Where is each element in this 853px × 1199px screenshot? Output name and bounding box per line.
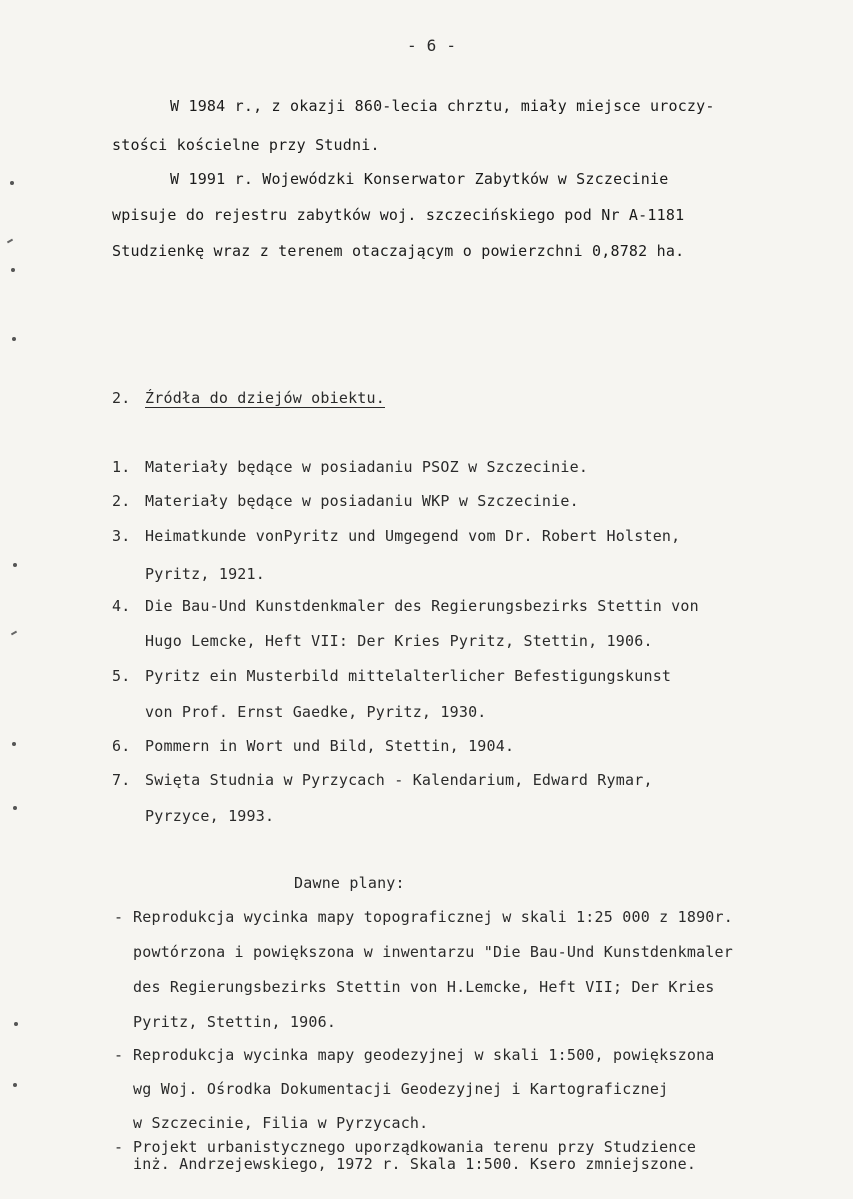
list-item-text: Hugo Lemcke, Heft VII: Der Kries Pyritz, Stettin, 1906. bbox=[145, 632, 653, 650]
list-item-text: powtórzona i powiększona w inwentarzu "Die Bau-Und Kunstdenkmaler bbox=[133, 943, 733, 961]
list-item-dash: - bbox=[114, 1138, 124, 1156]
margin-speck bbox=[14, 1022, 18, 1026]
list-item-text: Pyrzyce, 1993. bbox=[145, 807, 275, 825]
margin-speck bbox=[7, 239, 13, 244]
history-paragraph-2-line-1: W 1991 r. Wojewódzki Konserwator Zabytków w Szczecinie bbox=[170, 170, 669, 188]
margin-speck bbox=[11, 631, 17, 636]
margin-speck bbox=[13, 563, 17, 567]
margin-speck bbox=[13, 806, 17, 810]
margin-speck bbox=[12, 337, 16, 341]
history-paragraph-1-line-2: stości kościelne przy Studni. bbox=[112, 136, 380, 154]
list-item-number: 3. bbox=[112, 527, 131, 545]
old-plans-heading: Dawne plany: bbox=[294, 874, 405, 892]
list-item-number: 2. bbox=[112, 492, 131, 510]
list-item-text: Pyritz, 1921. bbox=[145, 565, 265, 583]
list-item-dash: - bbox=[114, 908, 124, 926]
margin-speck bbox=[12, 742, 16, 746]
margin-speck bbox=[13, 1083, 17, 1087]
list-item-text: Materiały będące w posiadaniu PSOZ w Szczecinie. bbox=[145, 458, 589, 476]
list-item-number: 1. bbox=[112, 458, 131, 476]
section-title: Źródła do dziejów obiektu. bbox=[145, 389, 385, 407]
page-number: - 6 - bbox=[407, 36, 457, 55]
margin-speck bbox=[10, 181, 14, 185]
list-item-text: des Regierungsbezirks Stettin von H.Lemcke, Heft VII; Der Kries bbox=[133, 978, 715, 996]
margin-speck bbox=[11, 268, 15, 272]
history-paragraph-1-line-1: W 1984 r., z okazji 860-lecia chrztu, miały miejsce uroczy- bbox=[170, 97, 715, 115]
list-item-text: Projekt urbanistycznego uporządkowania terenu przy Studzience bbox=[133, 1138, 697, 1156]
list-item-text: Pommern in Wort und Bild, Stettin, 1904. bbox=[145, 737, 515, 755]
list-item-text: Die Bau-Und Kunstdenkmaler des Regierungsbezirks Stettin von bbox=[145, 597, 699, 615]
list-item-text: von Prof. Ernst Gaedke, Pyritz, 1930. bbox=[145, 703, 487, 721]
list-item-text: Materiały będące w posiadaniu WKP w Szczecinie. bbox=[145, 492, 579, 510]
history-paragraph-2-line-3: Studzienkę wraz z terenem otaczającym o powierzchni 0,8782 ha. bbox=[112, 242, 685, 260]
list-item-dash: - bbox=[114, 1046, 124, 1064]
list-item-text: Reprodukcja wycinka mapy geodezyjnej w skali 1:500, powiększona bbox=[133, 1046, 715, 1064]
list-item-text: Pyritz ein Musterbild mittelalterlicher Befestigungskunst bbox=[145, 667, 672, 685]
section-number: 2. bbox=[112, 389, 131, 407]
list-item-number: 7. bbox=[112, 771, 131, 789]
history-paragraph-2-line-2: wpisuje do rejestru zabytków woj. szczecińskiego pod Nr A-1181 bbox=[112, 206, 685, 224]
list-item-text: Pyritz, Stettin, 1906. bbox=[133, 1013, 337, 1031]
list-item-text: inż. Andrzejewskiego, 1972 r. Skala 1:500. Ksero zmniejszone. bbox=[133, 1155, 697, 1173]
list-item-number: 5. bbox=[112, 667, 131, 685]
list-item-text: Swięta Studnia w Pyrzycach - Kalendarium, Edward Rymar, bbox=[145, 771, 653, 789]
list-item-text: wg Woj. Ośrodka Dokumentacji Geodezyjnej i Kartograficznej bbox=[133, 1080, 669, 1098]
list-item-number: 4. bbox=[112, 597, 131, 615]
list-item-number: 6. bbox=[112, 737, 131, 755]
list-item-text: Reprodukcja wycinka mapy topograficznej w skali 1:25 000 z 1890r. bbox=[133, 908, 733, 926]
list-item-text: Heimatkunde vonPyritz und Umgegend vom Dr. Robert Holsten, bbox=[145, 527, 681, 545]
list-item-text: w Szczecinie, Filia w Pyrzycach. bbox=[133, 1114, 429, 1132]
